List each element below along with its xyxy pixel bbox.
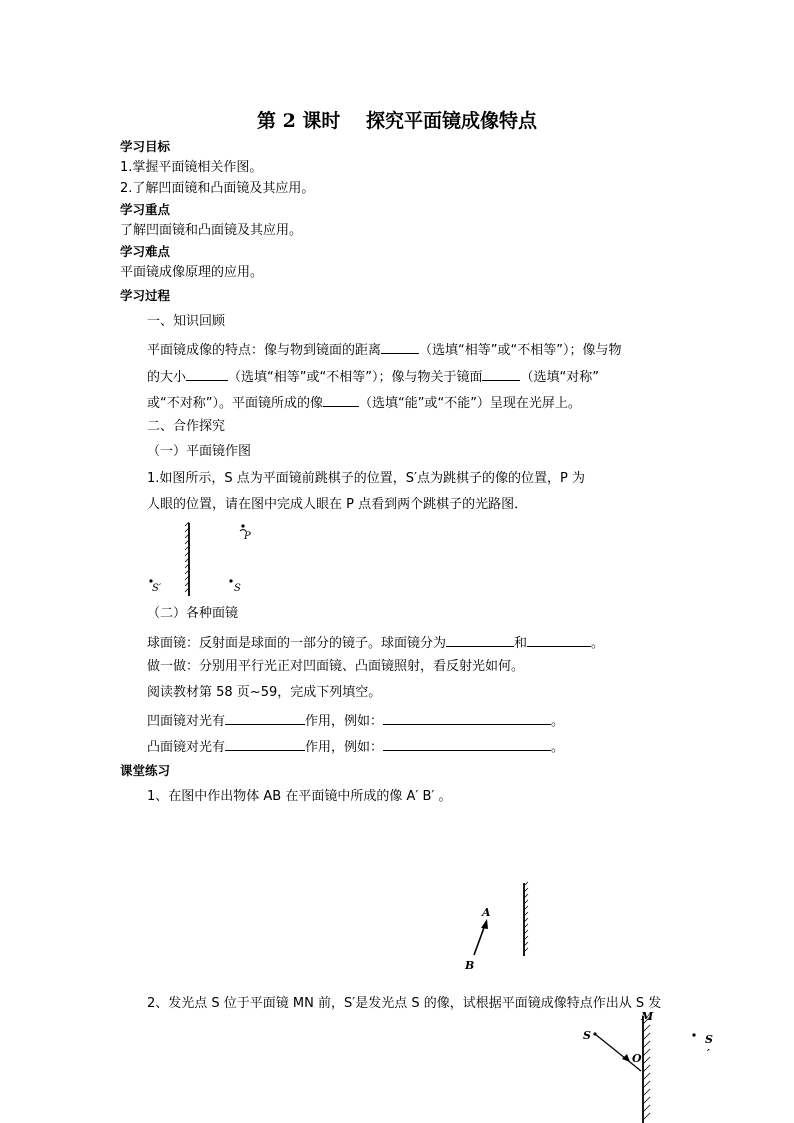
object-point-s	[229, 579, 232, 582]
blank-concave-example[interactable]	[383, 711, 551, 725]
figure-mirror-1	[140, 520, 260, 600]
q1-line-2: 人眼的位置，请在图中完成人眼在 P 点看到两个跳棋子的光路图．	[147, 497, 528, 512]
sphere-mirror-line: 球面镜：反射面是球面的一部分的镜子。球面镜分为 和 。	[147, 633, 604, 652]
label-p: P	[244, 531, 251, 542]
label-o: O	[632, 1052, 642, 1065]
eye-point-p	[241, 524, 244, 527]
goal-item-1: 1.掌握平面镜相关作图。	[120, 160, 263, 175]
blank-concave-effect[interactable]	[225, 711, 305, 725]
key-point-heading: 学习重点	[120, 202, 171, 217]
figure-mirror-3	[575, 1008, 720, 1123]
label-s-image: S	[705, 1033, 713, 1046]
blank-symmetry[interactable]	[482, 367, 520, 381]
label-s: S	[234, 583, 241, 594]
review-line-2: 的大小 （选填“相等”或“不相等”）；像与物关于镜面 （选填“对称”	[147, 367, 599, 386]
image-point-s2	[692, 1033, 695, 1036]
difficulty-text: 平面镜成像原理的应用。	[120, 265, 264, 280]
blank-screen[interactable]	[323, 393, 359, 407]
process-heading: 学习过程	[120, 288, 171, 303]
review-line-1: 平面镜成像的特点：像与物到镜面的距离 （选填“相等”或“不相等”）；像与物	[147, 340, 621, 359]
review-line-3: 或“不对称”）。平面镜所成的像 （选填“能”或“不能”）呈现在光屏上。	[147, 393, 581, 412]
convex-line: 凸面镜对光有 作用，例如： 。	[147, 737, 564, 756]
sub1-heading: （一）平面镜作图	[147, 444, 252, 459]
try-text: 做一做：分别用平行光正对凹面镜、凸面镜照射，看反射光如何。	[147, 659, 525, 674]
blank-convex-effect[interactable]	[225, 737, 305, 751]
label-s-source: S	[583, 1029, 591, 1042]
page-title: 第 2 课时 探究平面镜成像特点	[256, 110, 538, 132]
label-a: A	[482, 906, 491, 919]
object-arrow-ab	[474, 925, 485, 955]
goal-item-2: 2.了解凹面镜和凸面镜及其应用。	[120, 181, 315, 196]
label-s-prime: S′	[152, 583, 162, 594]
difficulty-heading: 学习难点	[120, 244, 171, 259]
blank-distance[interactable]	[381, 340, 419, 354]
plane-mirror	[185, 522, 189, 596]
review-heading: 一、知识回顾	[147, 314, 226, 329]
explore-heading: 二、合作探究	[147, 419, 226, 434]
figure-mirror-2	[460, 880, 540, 975]
blank-mirror-type-2[interactable]	[527, 633, 591, 647]
label-prime: ′	[707, 1047, 710, 1060]
plane-mirror-mn	[643, 1016, 650, 1123]
blank-convex-example[interactable]	[383, 737, 551, 751]
practice-q2: 2、发光点 S 位于平面镜 MN 前，S′是发光点 S 的像，试根据平面镜成像特点作出从 S 发	[147, 996, 662, 1011]
practice-heading: 课堂练习	[120, 763, 171, 778]
blank-size[interactable]	[186, 367, 228, 381]
read-text: 阅读教材第 58 页~59，完成下列填空。	[147, 685, 382, 700]
key-point-text: 了解凹面镜和凸面镜及其应用。	[120, 223, 303, 238]
concave-line: 凹面镜对光有 作用，例如： 。	[147, 711, 564, 730]
ray-arrow-icon	[622, 1054, 630, 1062]
label-m: M	[641, 1010, 654, 1023]
q1-line-1: 1.如图所示，S 点为平面镜前跳棋子的位置，S′点为跳棋子的像的位置，P 为	[147, 471, 585, 486]
goals-heading: 学习目标	[120, 139, 171, 154]
blank-mirror-type-1[interactable]	[446, 633, 514, 647]
arrow-head-icon	[481, 919, 488, 929]
plane-mirror-2	[524, 882, 528, 956]
sub2-heading: （二）各种面镜	[147, 606, 239, 621]
practice-q1: 1、在图中作出物体 AB 在平面镜中所成的像 A′ B′ 。	[147, 789, 452, 804]
label-b: B	[465, 959, 475, 972]
